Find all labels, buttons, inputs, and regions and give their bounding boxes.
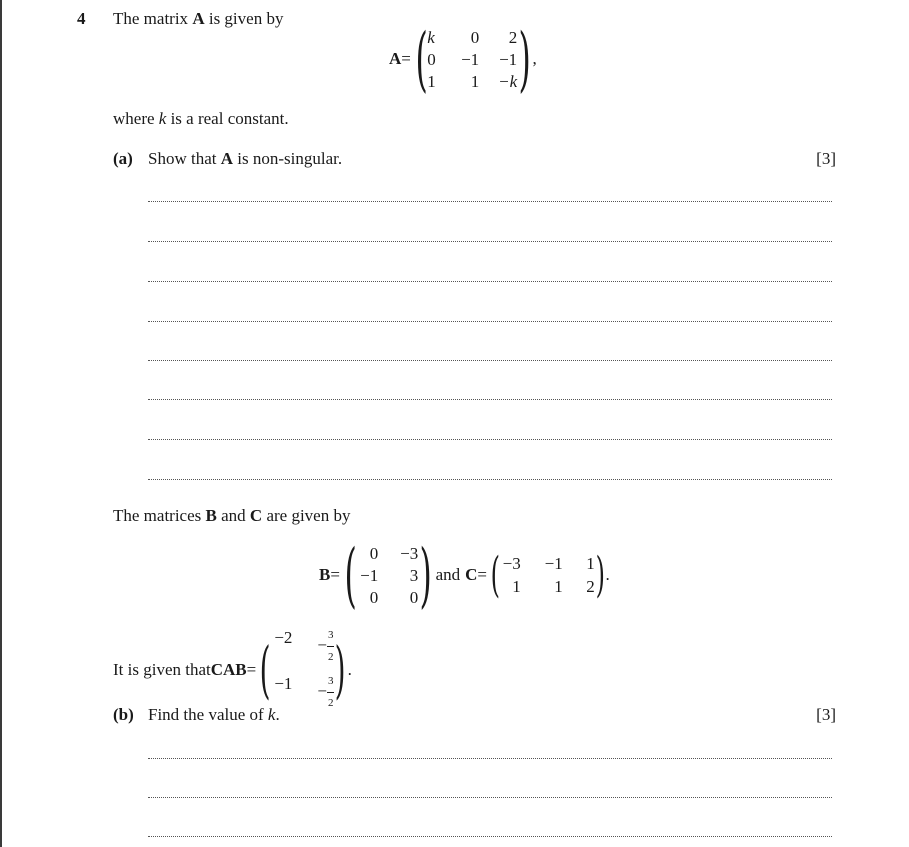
matrix-cell: 1 bbox=[512, 576, 521, 596]
answer-line[interactable] bbox=[148, 281, 832, 282]
matrix-cell: 0 bbox=[427, 49, 436, 69]
matrix-bc-equation: B = ( 0 −3 −1 3 0 0 ) and C = ( −3 −1 1 1 1 2 ) . bbox=[319, 534, 610, 616]
matrix-cell: −3 bbox=[400, 543, 419, 563]
matrix-cell: 2 bbox=[586, 576, 595, 596]
right-paren: ) bbox=[518, 18, 531, 100]
matrix-cell: 1 bbox=[427, 71, 436, 91]
matrix-a-label: A bbox=[389, 49, 402, 68]
answer-line[interactable] bbox=[148, 439, 832, 440]
matrix-cell: −1 bbox=[499, 49, 518, 69]
matrix-b-grid bbox=[356, 543, 418, 608]
answer-line[interactable] bbox=[148, 201, 832, 202]
matrix-a-grid bbox=[427, 27, 517, 92]
matrix-c-label: C bbox=[465, 565, 478, 584]
part-b-marks: [3] bbox=[816, 705, 836, 724]
matrix-cell: −1 bbox=[274, 674, 293, 693]
page-left-border bbox=[0, 0, 2, 847]
answer-line[interactable] bbox=[148, 241, 832, 242]
right-paren: ) bbox=[419, 534, 433, 616]
matrix-cell-fraction: − $\frac{3}{2}$ bbox=[304, 671, 334, 714]
answer-line[interactable] bbox=[148, 360, 832, 361]
cab-matrix-grid bbox=[270, 625, 334, 714]
matrix-cell: 1 bbox=[470, 71, 480, 91]
left-paren: ( bbox=[490, 547, 501, 603]
part-b-label: (b) bbox=[113, 705, 134, 724]
matrix-cell: −2 bbox=[274, 628, 293, 647]
left-paren: ( bbox=[344, 534, 357, 616]
matrix-cell: 0 bbox=[470, 27, 480, 47]
left-paren: ( bbox=[415, 18, 428, 100]
right-paren: ) bbox=[335, 632, 346, 706]
question-number: 4 bbox=[77, 9, 86, 28]
cab-equation: It is given that CAB = ( −2 − $\frac{3}{2}$ −1 − $\frac{3}{2}$ ) . bbox=[113, 625, 352, 714]
part-b-text: Find the value of k. bbox=[148, 705, 280, 724]
matrix-a-equation: A = ( k 0 2 0 −1 −1 1 1 −k ) , bbox=[389, 18, 537, 100]
matrix-cell: 1 bbox=[554, 576, 563, 596]
matrix-cell: k bbox=[427, 27, 435, 47]
where-text: where k is a real constant. bbox=[113, 109, 289, 128]
answer-line[interactable] bbox=[148, 321, 832, 322]
matrix-cell: 3 bbox=[409, 565, 419, 585]
matrix-cell: −3 bbox=[502, 553, 521, 573]
matrix-cell: −1 bbox=[360, 565, 379, 585]
matrix-cell: −1 bbox=[544, 553, 563, 573]
answer-line[interactable] bbox=[148, 758, 832, 759]
matrix-cell: 1 bbox=[586, 553, 595, 573]
answer-line[interactable] bbox=[148, 399, 832, 400]
part-a-marks: [3] bbox=[816, 149, 836, 168]
matrix-cell: −k bbox=[498, 71, 518, 91]
part-a-label: (a) bbox=[113, 149, 133, 168]
matrix-b-label: B bbox=[319, 565, 331, 584]
answer-line[interactable] bbox=[148, 797, 832, 798]
matrix-cell: 0 bbox=[409, 587, 419, 607]
matrix-cell: −1 bbox=[461, 49, 480, 69]
answer-line[interactable] bbox=[148, 479, 832, 480]
matrix-cell-fraction: − $\frac{3}{2}$ bbox=[304, 625, 334, 668]
question-intro: The matrix A is given by bbox=[113, 9, 284, 28]
cab-label: CAB bbox=[210, 659, 247, 679]
matrix-cell: 0 bbox=[369, 587, 379, 607]
and-text: and bbox=[435, 565, 461, 584]
bc-intro: The matrices B and C are given by bbox=[113, 506, 351, 525]
matrix-c-grid bbox=[499, 553, 595, 598]
matrix-cell: 2 bbox=[508, 27, 518, 47]
left-paren: ( bbox=[259, 632, 271, 706]
answer-line[interactable] bbox=[148, 836, 832, 837]
part-a-text: Show that A is non-singular. bbox=[148, 149, 343, 168]
right-paren: ) bbox=[595, 547, 605, 603]
matrix-cell: 0 bbox=[369, 543, 379, 563]
